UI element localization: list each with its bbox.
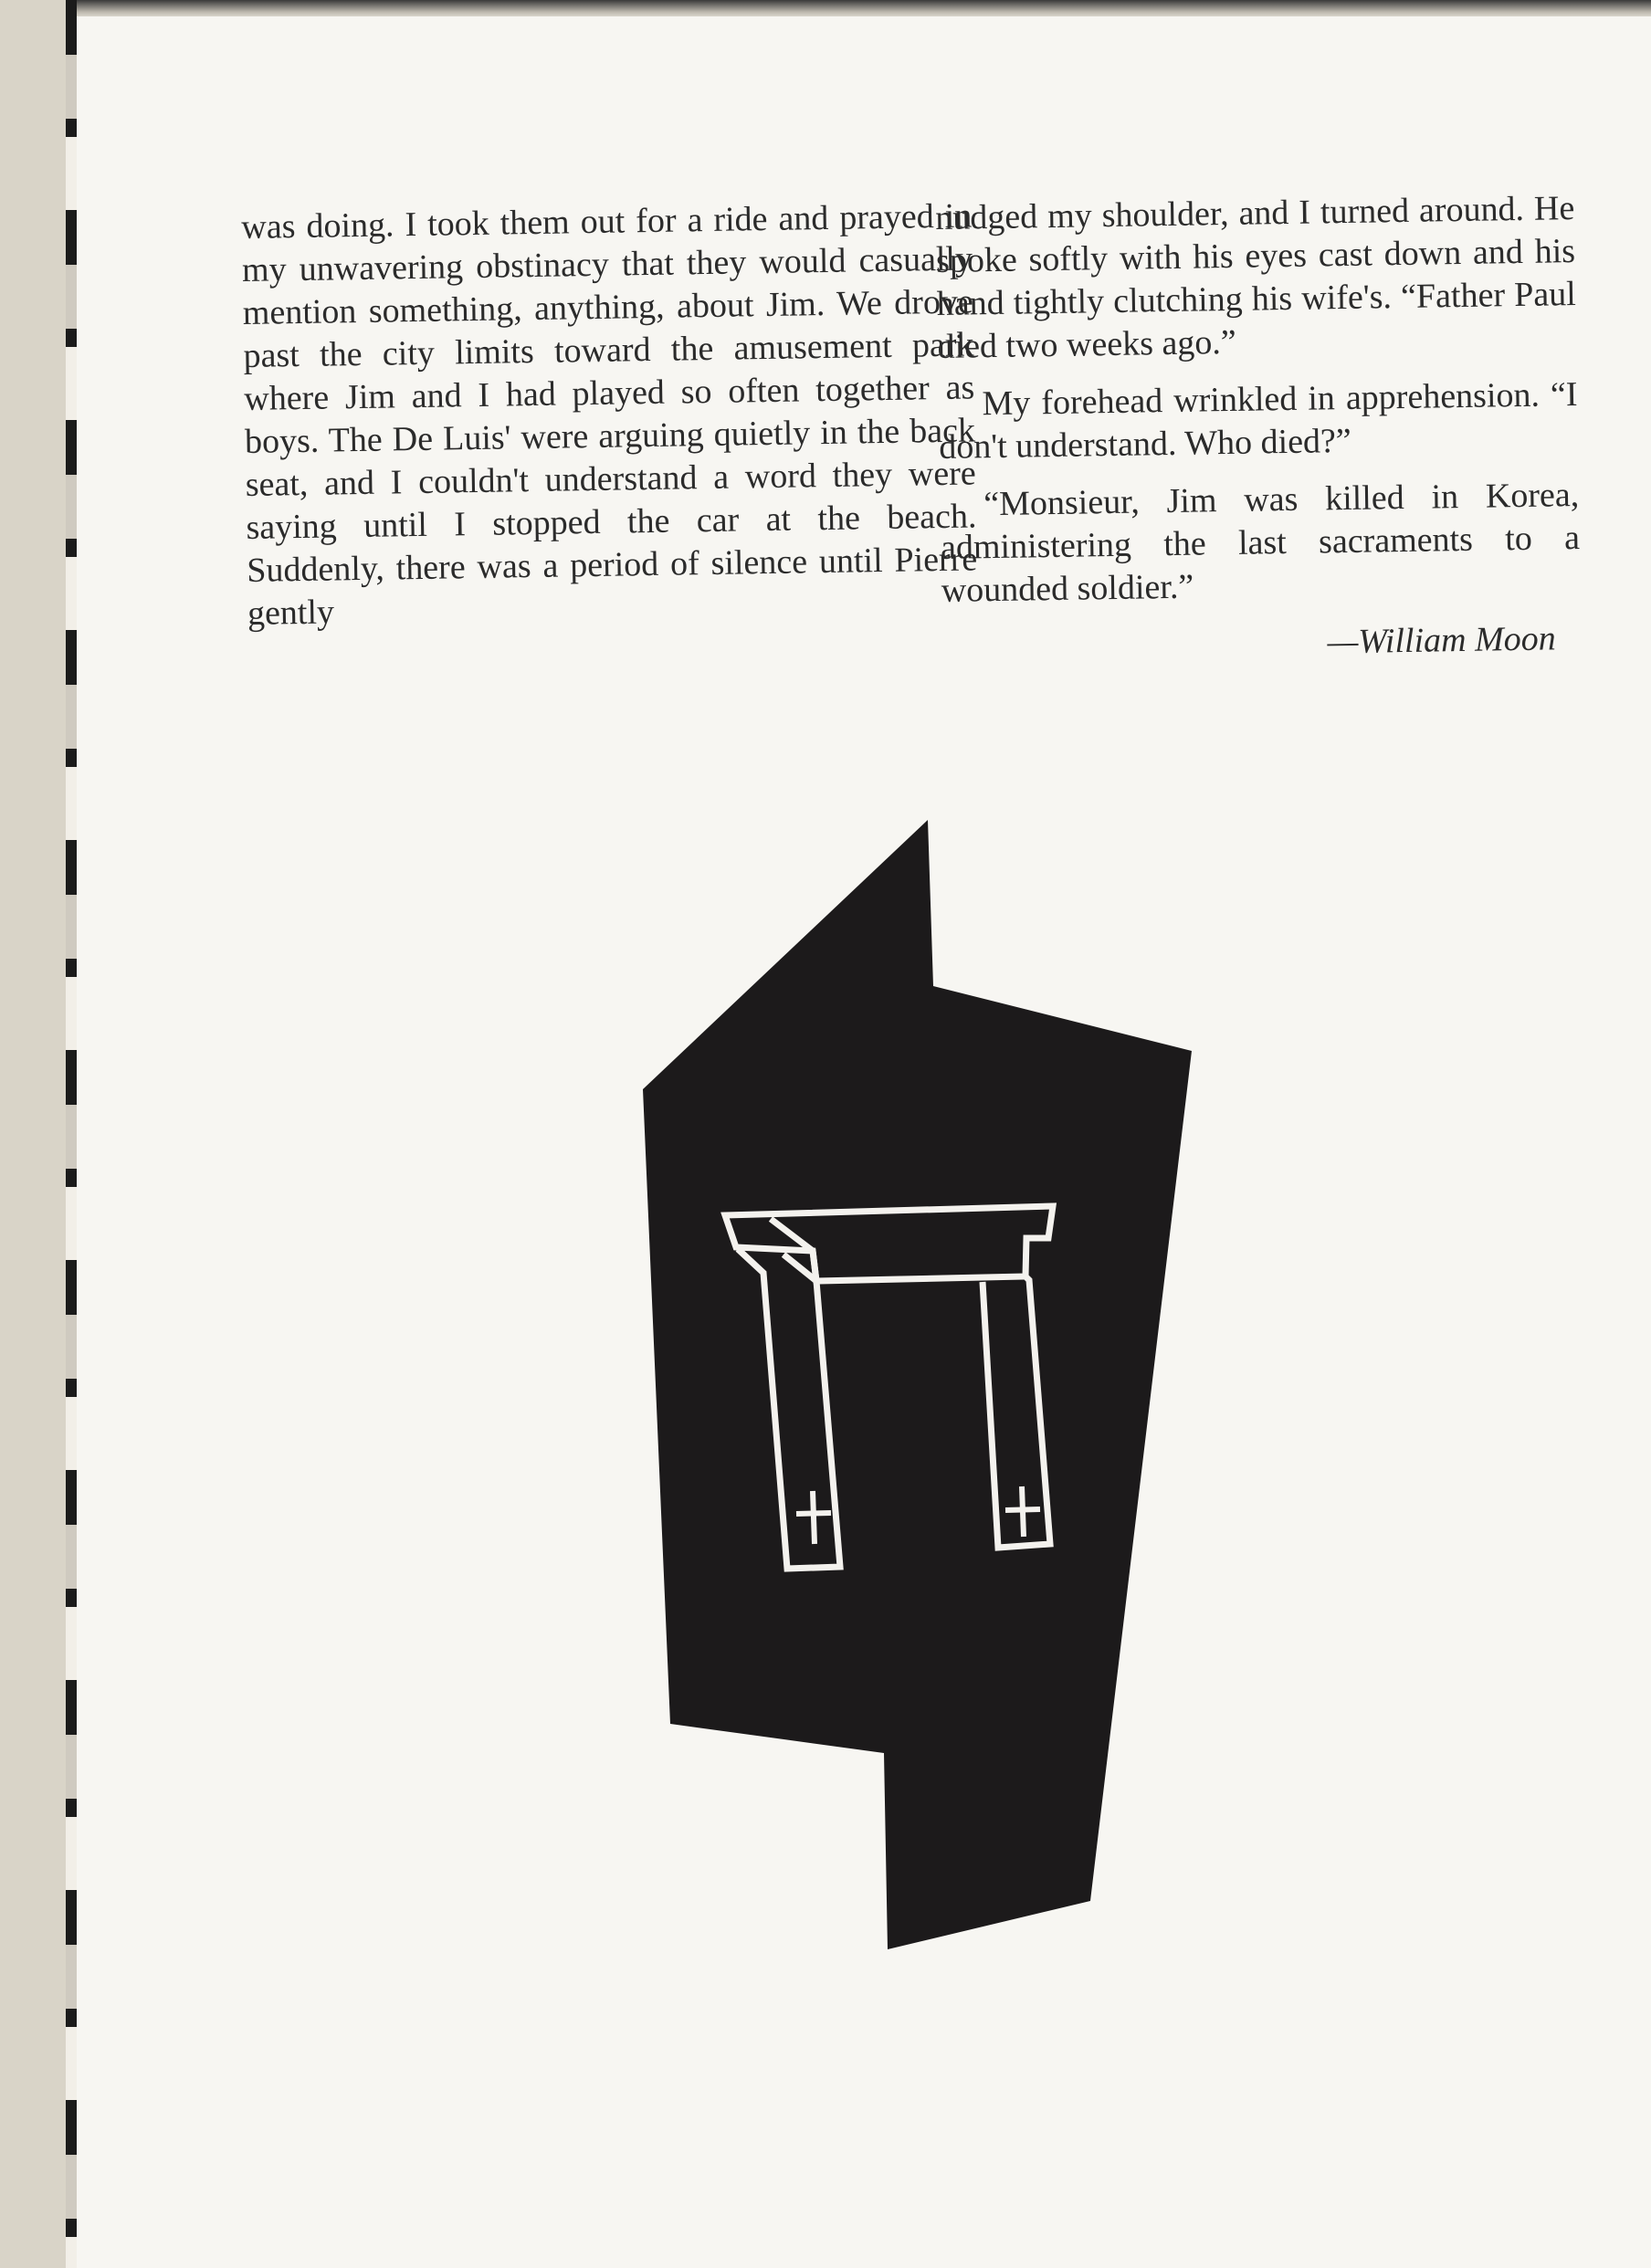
book-binding [0, 0, 66, 2268]
book-page [77, 16, 1651, 2268]
woodcut-block [643, 820, 1192, 1949]
right-column-paragraph-1: nudged my shoulder, and I turned around. He spoke softly with his eyes cast down and his hand tightly clutching his wife's. “Father Paul died two weeks ago.” [935, 189, 1577, 366]
priest-stole-icon [77, 16, 1651, 2268]
author-signature: —William Moon [1327, 619, 1557, 662]
right-column-paragraph-2: My forehead wrinkled in apprehension. “I don't understand. Who died?” [938, 374, 1578, 467]
page-stack-edge [66, 0, 77, 2268]
right-column-paragraph-3: “Monsieur, Jim was killed in Korea, administering the last sacraments to a wounded soldier.” [940, 475, 1581, 610]
left-column-paragraph: was doing. I took them out for a ride and prayed in my unwavering obstinacy that they would casually mention something, anything, about Jim. We drove past the city limits toward the amusement park where Jim and I had played so often together as boys. The De Luis' were arguing quietly in the back seat, and I couldn't understand a word they were saying until I stopped the car at the beach. Suddenly, there was a period of silence until Pierre gently [241, 196, 978, 633]
